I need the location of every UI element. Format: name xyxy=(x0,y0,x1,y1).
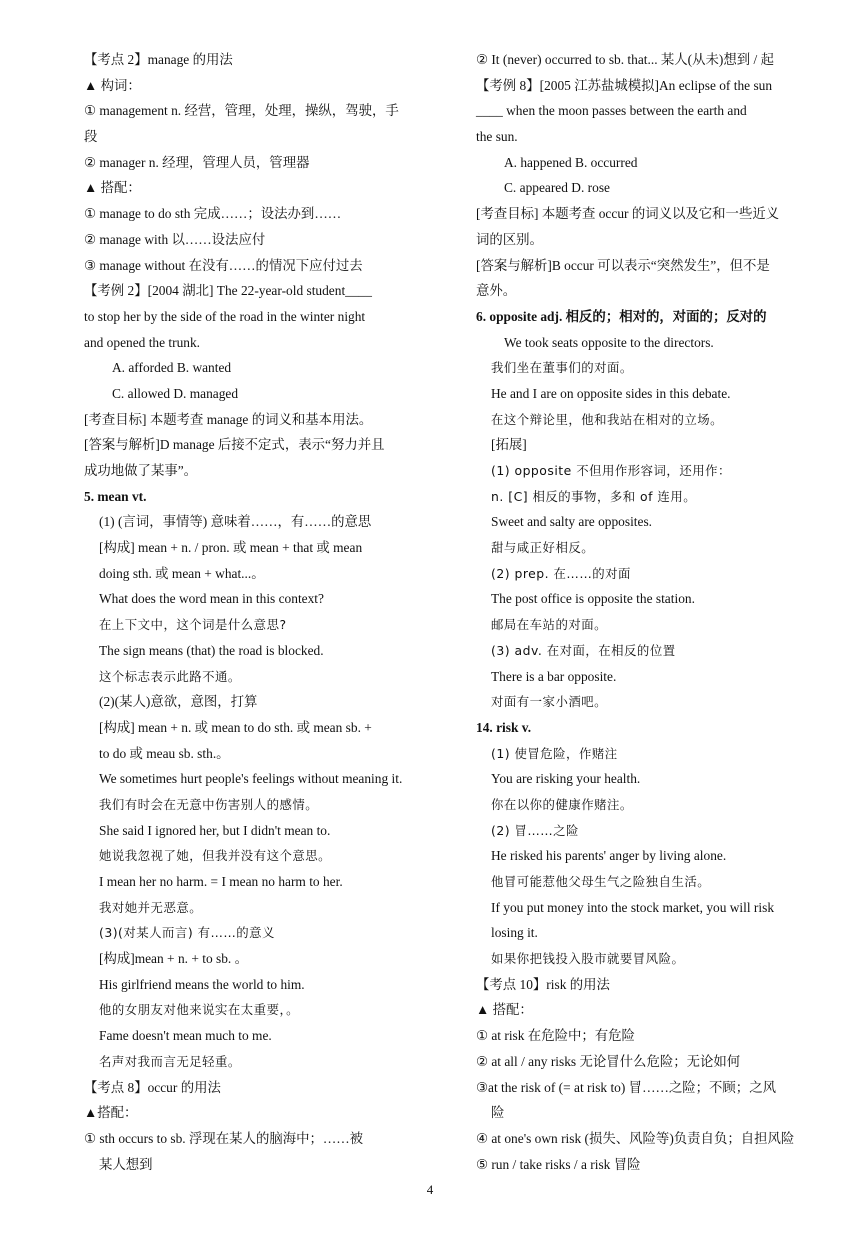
text-line: [答案与解析]B occur 可以表示“突然发生”，但不是 xyxy=(476,257,770,273)
text-line: The sign means (that) the road is blocked. xyxy=(99,642,324,658)
text-line: 【考点 2】manage 的用法 xyxy=(84,52,233,67)
text-line: n. [C] 相反的事物，多和 of 连用。 xyxy=(491,488,697,504)
text-line: 某人想到 xyxy=(99,1156,153,1172)
text-line: 【考点 8】occur 的用法 xyxy=(84,1079,221,1095)
text-line: 邮局在车站的对面。 xyxy=(491,617,608,633)
text-line: ① at risk 在危险中；有危险 xyxy=(476,1028,635,1044)
text-line: 他冒可能惹他父母生气之险独自生活。 xyxy=(491,874,711,889)
text-line: A. afforded B. wanted xyxy=(112,360,232,376)
text-line: 名声对我而言无足轻重。 xyxy=(99,1053,241,1069)
text-line: and opened the trunk. xyxy=(84,334,201,350)
text-line: 她说我忽视了她，但我并没有这个意思。 xyxy=(99,848,332,864)
text-line: We sometimes hurt people's feelings without meaning it. xyxy=(99,771,403,787)
text-line: [考查目标] 本题考查 occur 的词义以及它和一些近义 xyxy=(476,206,780,222)
text-line: 【考例 2】[2004 湖北] The 22-year-old student____ xyxy=(84,283,372,299)
text-line: He and I are on opposite sides in this debate. xyxy=(491,385,731,401)
text-line: C. appeared D. rose xyxy=(504,180,610,196)
text-line: There is a bar opposite. xyxy=(491,668,617,684)
text-line: 对面有一家小酒吧。 xyxy=(491,694,608,710)
text-line: What does the word mean in this context? xyxy=(99,591,324,607)
text-line: 在上下文中，这个词是什么意思? xyxy=(99,617,287,633)
text-line: ① management n. 经营，管理，处理，操纵，驾驶，手 xyxy=(84,103,399,119)
text-line: ① sth occurs to sb. 浮现在某人的脑海中；……被 xyxy=(84,1130,364,1146)
text-line: (2) prep. 在……的对面 xyxy=(491,565,631,581)
text-line: 这个标志表示此路不通。 xyxy=(99,668,241,684)
text-line: ▲ 搭配： xyxy=(476,1002,533,1018)
text-line: ③ manage without 在没有……的情况下应付过去 xyxy=(84,257,363,273)
text-line: 险 xyxy=(491,1105,505,1121)
page-number: 4 xyxy=(426,1182,434,1197)
left-column xyxy=(84,47,444,1177)
text-line: ③at the risk of (= at risk to) 冒……之险；不顾；之风 xyxy=(476,1079,776,1095)
text-line: the sun. xyxy=(476,129,518,145)
text-line: 【考例 8】[2005 江苏盐城模拟]An eclipse of the sun xyxy=(476,77,773,93)
text-line: [构成] mean + n. / pron. 或 mean + that 或 mean xyxy=(99,540,363,556)
text-line: ____ when the moon passes between the earth and xyxy=(476,103,747,119)
text-line: C. allowed D. managed xyxy=(112,385,239,401)
text-line: ▲ 搭配： xyxy=(84,180,141,196)
text-line: 意外。 xyxy=(476,283,517,299)
text-line: We took seats opposite to the directors. xyxy=(504,334,714,350)
text-line: to stop her by the side of the road in the winter night xyxy=(84,308,366,324)
text-line: You are risking your health. xyxy=(491,771,641,787)
text-line: to do 或 meau sb. sth.。 xyxy=(99,745,230,761)
text-line: 14. risk v. xyxy=(476,719,532,735)
text-line: His girlfriend means the world to him. xyxy=(99,976,305,992)
text-line: I mean her no harm. = I mean no harm to her. xyxy=(99,874,343,889)
text-line: Fame doesn't mean much to me. xyxy=(99,1028,272,1044)
text-line: ② manage with 以……设法应付 xyxy=(84,231,266,247)
text-line: (1) 使冒危险，作赌注 xyxy=(491,745,618,761)
text-line: 【考点 10】risk 的用法 xyxy=(476,976,610,992)
text-line: [考查目标] 本题考查 manage 的词义和基本用法。 xyxy=(84,411,373,427)
text-line: The post office is opposite the station. xyxy=(491,591,695,607)
text-line: [构成]mean + n. + to sb. 。 xyxy=(99,951,248,967)
text-line: ④ at one's own risk (损失、风险等)负责自负；自担风险 xyxy=(476,1130,795,1146)
text-line: 我们坐在董事们的对面。 xyxy=(491,360,633,376)
text-line: ▲搭配： xyxy=(84,1105,138,1121)
text-line: 成功地做了某事”。 xyxy=(84,463,198,478)
text-line: 在这个辩论里，他和我站在相对的立场。 xyxy=(491,411,724,427)
text-line: ② at all / any risks 无论冒什么危险；无论如何 xyxy=(476,1053,741,1069)
text-line: ⑤ run / take risks / a risk 冒险 xyxy=(476,1156,641,1172)
text-line: doing sth. 或 mean + what...。 xyxy=(99,565,265,581)
text-line: 你在以你的健康作赌注。 xyxy=(491,796,633,812)
text-line: losing it. xyxy=(491,925,538,941)
text-line: 我对她并无恶意。 xyxy=(99,899,203,915)
text-line: (2)(某人)意欲，意图，打算 xyxy=(99,694,258,710)
text-line: (3) adv. 在对面，在相反的位置 xyxy=(491,642,676,658)
text-line: ▲ 构词： xyxy=(84,77,141,93)
text-line: ① manage to do sth 完成……；设法办到…… xyxy=(84,206,342,222)
text-line: 5. mean vt. xyxy=(84,488,147,504)
text-line: ② It (never) occurred to sb. that... 某人(从未)想到 / 起 xyxy=(476,52,774,67)
text-line: [构成] mean + n. 或 mean to do sth. 或 mean sb. + xyxy=(99,719,372,735)
text-line: ② manager n. 经理，管理人员，管理器 xyxy=(84,154,310,170)
text-line: 词的区别。 xyxy=(476,231,543,247)
text-line: (3)(对某人而言) 有……的意义 xyxy=(99,925,275,941)
text-line: (1) (言词，事情等) 意味着……，有……的意思 xyxy=(99,514,372,530)
text-line: [答案与解析]D manage 后接不定式，表示“努力并且 xyxy=(84,437,385,453)
text-line: (1) opposite 不但用作形容词，还用作： xyxy=(491,463,731,478)
text-line: He risked his parents' anger by living alone. xyxy=(491,848,727,864)
text-line: [拓展] xyxy=(491,437,527,453)
text-line: A. happened B. occurred xyxy=(504,154,638,170)
text-line: If you put money into the stock market, you will risk xyxy=(491,899,775,915)
text-line: 6. opposite adj. 相反的；相对的，对面的；反对的 xyxy=(476,308,767,324)
text-line: 我们有时会在无意中伤害别人的感情。 xyxy=(99,796,319,812)
text-line: 如果你把钱投入股市就要冒风险。 xyxy=(491,951,685,967)
text-line: 他的女朋友对他来说实在太重要，。 xyxy=(99,1002,300,1018)
text-line: 段 xyxy=(84,129,98,145)
text-line: (2) 冒……之险 xyxy=(491,822,579,838)
text-line: 甜与咸正好相反。 xyxy=(491,540,595,556)
text-line: She said I ignored her, but I didn't mean to. xyxy=(99,822,331,838)
right-column xyxy=(476,47,836,1177)
text-line: Sweet and salty are opposites. xyxy=(491,514,653,530)
